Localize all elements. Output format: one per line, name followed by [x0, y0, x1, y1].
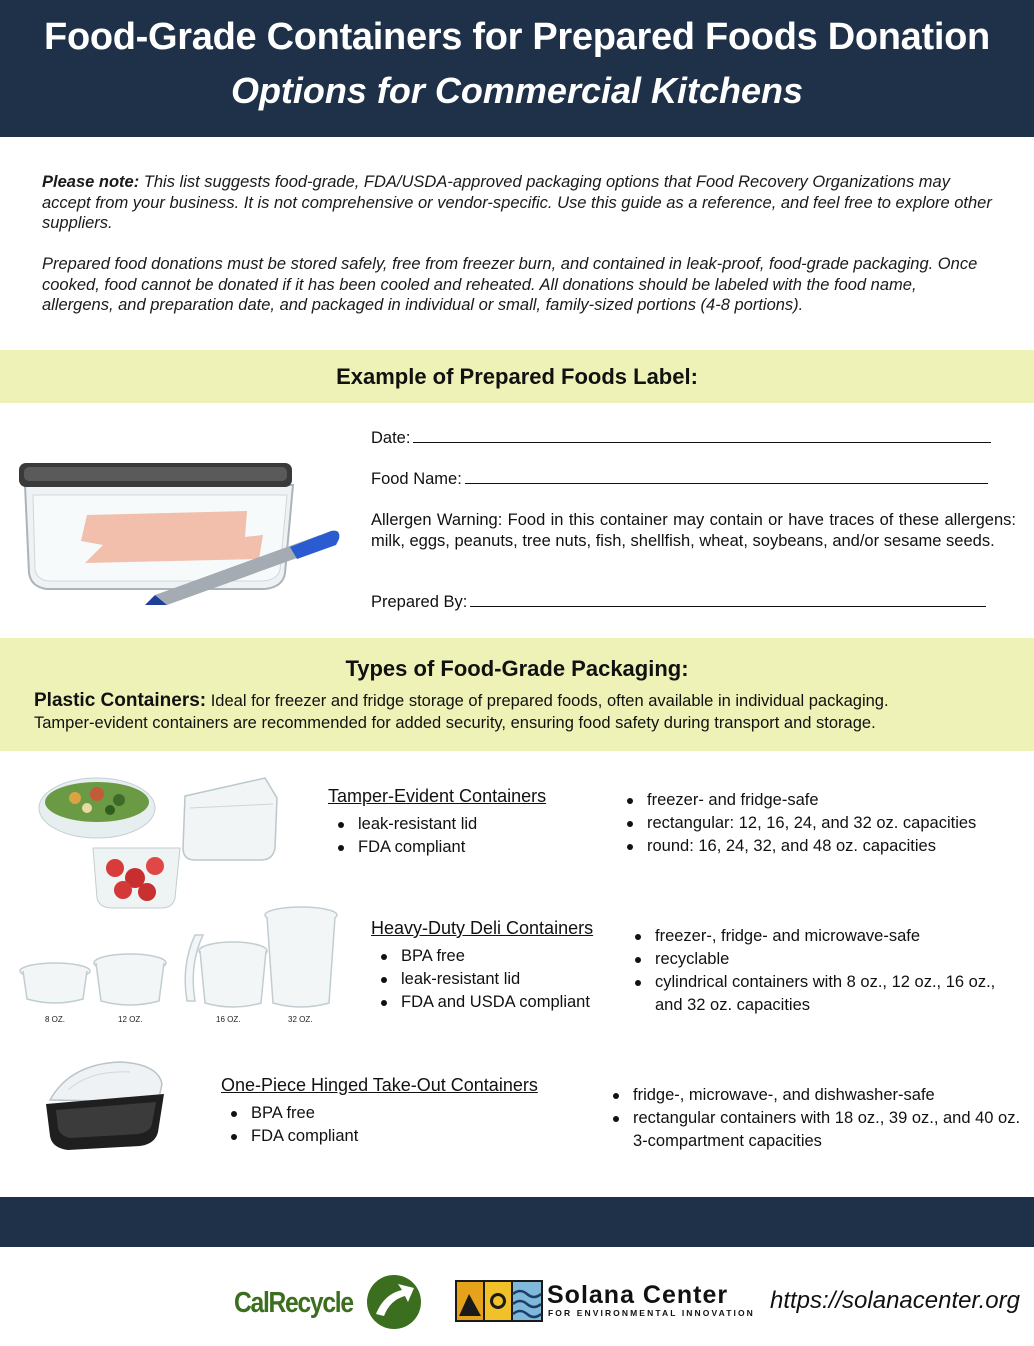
food-name-line — [371, 469, 988, 490]
prepared-by-line — [371, 592, 986, 613]
plastic-containers-lead: Plastic Containers: — [34, 690, 207, 711]
tamper-evident-containers-image — [35, 768, 285, 913]
plastic-text-2: Tamper-evident containers are recommended for added security, ensuring food safety during transport and storage. — [34, 714, 876, 732]
list-item: fridge-, microwave-, and dishwasher-safe — [605, 1084, 1027, 1107]
item-title-deli: Heavy-Duty Deli Containers — [371, 918, 594, 938]
label-section-band — [0, 350, 1034, 403]
deli-label-16oz: 16 OZ. — [216, 1015, 241, 1024]
date-label: Date: — [371, 429, 411, 447]
item-title-tamper-evident: Tamper-Evident Containers — [328, 786, 547, 806]
prepared-by-blank — [470, 593, 986, 607]
tamper-evident-left-list — [330, 813, 477, 859]
list-item: recyclable — [627, 948, 1027, 971]
list-item: BPA free — [373, 945, 590, 968]
date-line — [371, 428, 991, 449]
hinged-takeout-container-image — [40, 1060, 170, 1155]
hinged-right-list — [605, 1084, 1027, 1153]
list-item: freezer-, fridge- and microwave-safe — [627, 925, 1027, 948]
page-header — [0, 0, 1034, 137]
solana-center-name: Solana Center — [547, 1281, 729, 1309]
hinged-left-list — [223, 1102, 358, 1148]
intro-note — [42, 172, 992, 234]
page-subtitle: Options for Commercial Kitchens — [230, 70, 804, 111]
tamper-evident-right-list — [619, 789, 976, 858]
date-blank — [413, 429, 991, 443]
intro-paragraph: Prepared food donations must be stored safely, free from freezer burn, and contained in leak-proof, food-grade packaging. Once cooked, food cannot be donated if it has been cooled and reheated. All donations should be labeled with the food name, allergens, and preparation date, and packaged in individual or small, family-sized portions (4-8 portions). — [42, 255, 978, 314]
label-example — [371, 428, 1016, 618]
calrecycle-logo-text: CalRecycle — [234, 1287, 353, 1319]
packaging-section-title: Types of Food-Grade Packaging: — [345, 656, 689, 681]
solana-center-logo-icon — [455, 1280, 543, 1322]
note-text: This list suggests food-grade, FDA/USDA-approved packaging options that Food Recovery Organizations may accept from your business. It is not comprehensive or vendor-specific. Use this guide as a reference, and feel free to explore other suppliers. — [42, 173, 992, 232]
deli-label-32oz: 32 OZ. — [288, 1015, 313, 1024]
list-item: FDA compliant — [223, 1125, 358, 1148]
page-title: Food-Grade Containers for Prepared Foods Donation — [44, 16, 990, 58]
list-item: leak-resistant lid — [330, 813, 477, 836]
list-item: FDA compliant — [330, 836, 477, 859]
footer-bar — [0, 1197, 1034, 1247]
list-item: round: 16, 24, 32, and 48 oz. capacities — [619, 835, 976, 858]
list-item: FDA and USDA compliant — [373, 991, 590, 1014]
plastic-text-1: Ideal for freezer and fridge storage of prepared foods, often available in individual packaging. — [210, 692, 889, 710]
calrecycle-logo-icon — [366, 1274, 422, 1330]
allergen-warning: Allergen Warning: Food in this container may contain or have traces of these allergens: milk, eggs, peanuts, tree nuts, fish, shellfish, wheat, soybeans, and/or sesame seeds. — [371, 511, 1016, 550]
list-item: cylindrical containers with 8 oz., 12 oz., 16 oz., and 32 oz. capacities — [627, 971, 1027, 1017]
note-lead: Please note: — [42, 173, 140, 191]
list-item: freezer- and fridge-safe — [619, 789, 976, 812]
list-item: BPA free — [223, 1102, 358, 1125]
deli-label-12oz: 12 OZ. — [118, 1015, 143, 1024]
item-title-hinged: One-Piece Hinged Take-Out Containers — [221, 1075, 538, 1095]
food-name-blank — [465, 470, 988, 484]
list-item: leak-resistant lid — [373, 968, 590, 991]
prepared-by-label: Prepared By: — [371, 593, 468, 611]
deli-containers-image — [15, 905, 345, 1013]
deli-right-list — [627, 925, 1027, 1017]
list-item: rectangular containers with 18 oz., 39 oz., and 40 oz. 3-compartment capacities — [605, 1107, 1027, 1153]
deli-label-8oz: 8 OZ. — [45, 1015, 66, 1024]
labeled-container-illustration — [15, 455, 350, 610]
label-section-title: Example of Prepared Foods Label: — [336, 364, 698, 389]
deli-left-list — [373, 945, 590, 1014]
food-name-label: Food Name: — [371, 470, 462, 488]
plastic-containers-description — [34, 690, 1024, 734]
list-item: rectangular: 12, 16, 24, and 32 oz. capacities — [619, 812, 976, 835]
solana-center-subtitle: FOR ENVIRONMENTAL INNOVATION — [548, 1308, 755, 1318]
website-link[interactable]: https://solanacenter.org — [770, 1287, 1020, 1314]
